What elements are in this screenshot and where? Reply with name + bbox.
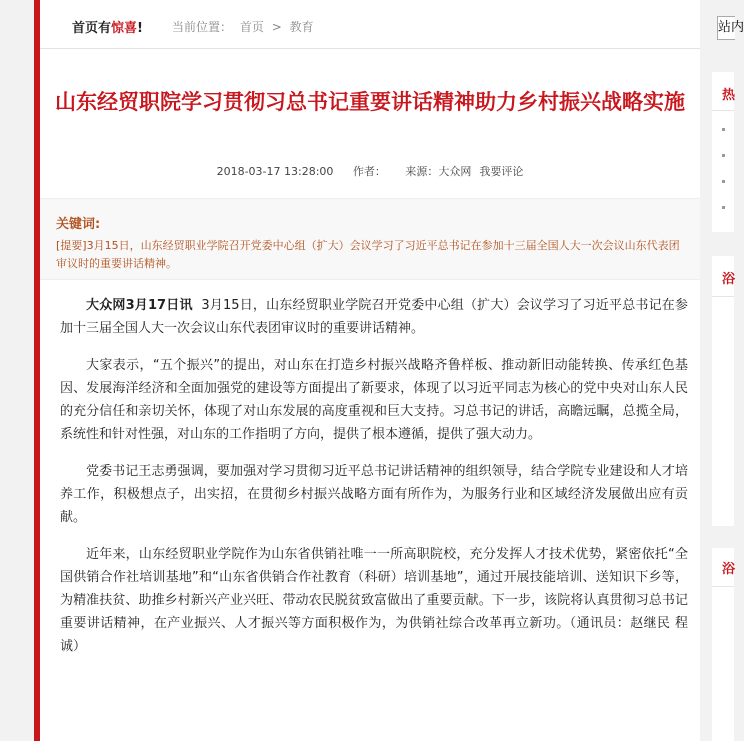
article-source: 来源：大众网: [405, 165, 472, 178]
sidebar-divider: [712, 296, 734, 297]
lead-dateline: 大众网3月17日讯: [86, 298, 193, 313]
keywords-box: [40, 198, 700, 280]
article-body: [60, 294, 688, 672]
sidebar-divider: [712, 110, 734, 111]
top-nav: [40, 0, 700, 49]
article-meta: [40, 163, 700, 179]
article-datetime: 2018-03-17 13:28:00: [216, 165, 334, 178]
paragraph-1: [60, 294, 688, 340]
sidebar-bullet: [722, 128, 725, 131]
brand-suffix: !: [137, 21, 143, 36]
paragraph-2: 大家表示，“五个振兴”的提出，对山东在打造乡村振兴战略齐鲁样板、推动新旧动能转换、传承红色基因、发展海洋经济和全面加强党的建设等方面提出了新要求，体现了以习近平同志为核心的党中央对山东人民的充分信任和亲切关怀，体现了对山东发展的高度重视和巨大支持。习总书记的讲话，高瞻远瞩，总揽全局，系统性和针对性强，对山东的工作指明了方向，提供了根本遵循，提供了强大动力。: [60, 358, 688, 442]
article-container: [40, 0, 700, 741]
breadcrumb-section[interactable]: 教育: [289, 20, 314, 34]
paragraph-3: 党委书记王志勇强调，要加强对学习贯彻习近平总书记讲话精神的组织领导，结合学院专业建设和人才培养工作，积极想点子，出实招，在贯彻乡村振兴战略方面有所作为，为服务行业和区域经济发展做出应有贡献。: [60, 464, 688, 525]
comment-link[interactable]: 我要评论: [479, 165, 524, 178]
sidebar-bullet: [722, 206, 725, 209]
sidebar-heading-3: 浴: [722, 562, 736, 577]
sidebar-heading-1: 热: [722, 88, 736, 103]
keywords-label: 关键词:: [56, 217, 101, 232]
sidebar-divider: [712, 586, 734, 587]
breadcrumb-separator: >: [271, 20, 282, 34]
sidebar-bullet: [722, 180, 725, 183]
site-brand[interactable]: [72, 17, 143, 36]
article-summary: [提要]3月15日，山东经贸职业学院召开党委中心组（扩大）会议学习了习近平总书记在参加十三届全国人大一次会议山东代表团审议时的重要讲话精神。: [56, 239, 680, 270]
brand-prefix: 首页有: [72, 21, 112, 36]
breadcrumb: [172, 18, 318, 35]
paragraph-1-text: 3月15日，山东经贸职业学院召开党委中心组（扩大）会议学习了习近平总书记在参加十三届全国人大一次会议山东代表团审议时的重要讲话精神。: [60, 298, 689, 336]
article-author: 作者：: [352, 165, 386, 178]
breadcrumb-home[interactable]: 首页: [239, 20, 264, 34]
sidebar-heading-2: 浴: [722, 272, 736, 287]
brand-highlight: 惊喜: [111, 21, 138, 36]
article-title: 山东经贸职院学习贯彻习总书记重要讲话精神助力乡村振兴战略实施: [55, 90, 685, 114]
paragraph-4: 近年来，山东经贸职业学院作为山东省供销社唯一一所高职院校，充分发挥人才技术优势，紧密依托“全国供销合作社培训基地”和“山东省供销合作社教育（科研）培训基地”，通过开展技能培训、送知识下乡等，为精准扶贫、助推乡村新兴产业兴旺、带动农民脱贫致富做出了重要贡献。下一步，该院将认真贯彻习总书记重要讲话精神，在产业振兴、人才振兴等方面积极作为，为供销社综合改革再立新功。（通讯员：赵继民 程诚）: [60, 547, 688, 654]
breadcrumb-label: 当前位置：: [172, 20, 233, 34]
sidebar-bullet: [722, 154, 725, 157]
site-search-input[interactable]: 站内: [717, 16, 735, 40]
